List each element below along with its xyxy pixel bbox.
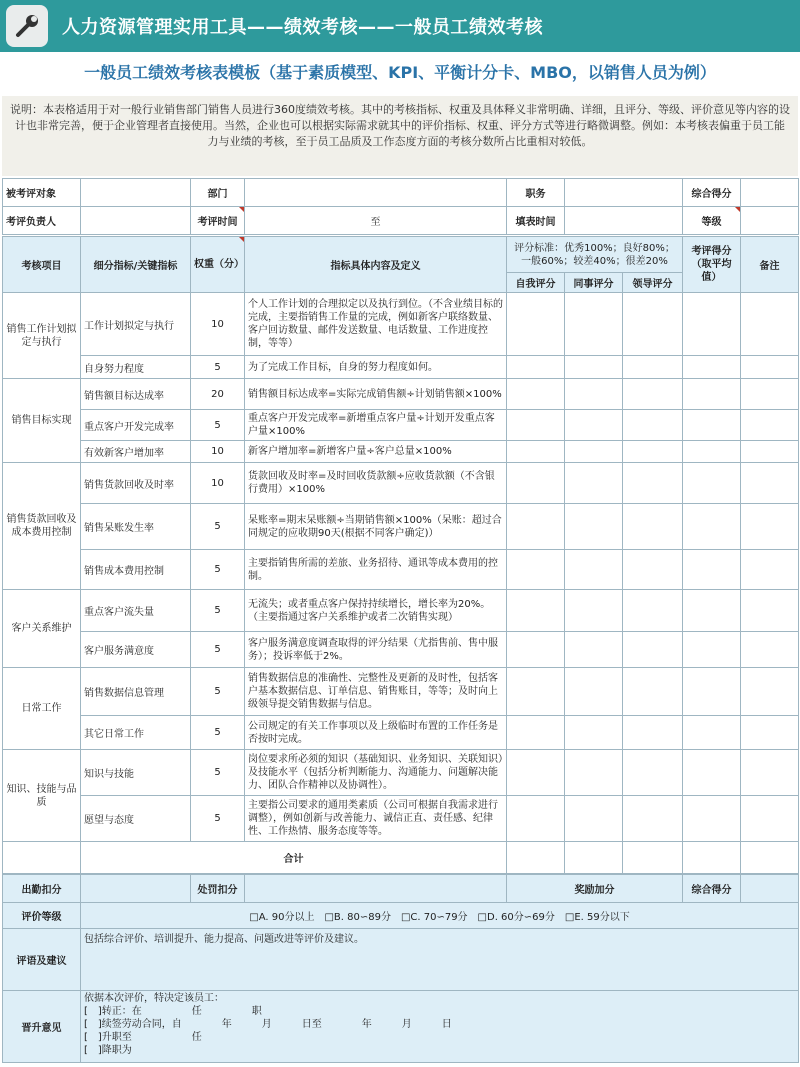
evaluation-table [2,236,799,874]
leader-score-cell[interactable] [623,293,683,356]
avg-score-cell[interactable] [683,716,741,750]
promotion-line: [ ]转正：在 任 职 [84,1006,262,1017]
kpi-weight: 10 [191,441,245,463]
peer-score-cell[interactable] [565,410,623,441]
remark-cell[interactable] [741,550,799,590]
kpi-weight: 5 [191,590,245,632]
promotion-line: 依据本次评价，特决定该员工： [84,993,224,1004]
attendance-field[interactable] [81,875,191,903]
kpi-content: 为了完成工作目标，自身的努力程度如何。 [245,356,507,379]
label-rating: 评价等级 [3,903,81,929]
kpi-weight: 5 [191,410,245,441]
label-dept: 部门 [191,179,245,207]
avg-score-cell[interactable] [683,796,741,842]
peer-score-cell[interactable] [565,750,623,796]
promotion-line: [ ]续签劳动合同，自 年 月 日至 年 月 日 [84,1019,452,1030]
kpi-content: 个人工作计划的合理拟定以及执行到位。（不含业绩目标的完成，主要指销售工作量的完成，例如新客户联络数量、客户回访数量、邮件发送数量、电话数量、工作进度控制，等等） [245,293,507,356]
kpi-name: 销售额目标达成率 [81,379,191,410]
self-score-cell[interactable] [507,668,565,716]
remark-cell[interactable] [741,293,799,356]
kpi-weight: 5 [191,796,245,842]
label-footer-total: 综合得分 [683,875,741,903]
header-weight: 权重（分） [191,237,245,293]
label-penalty: 处罚扣分 [191,875,245,903]
leader-score-cell[interactable] [623,796,683,842]
peer-score-cell[interactable] [565,293,623,356]
leader-score-cell[interactable] [623,550,683,590]
kpi-weight: 20 [191,379,245,410]
remark-cell[interactable] [741,632,799,668]
evaluatee-field[interactable] [81,179,191,207]
label-period: 考评时间 [191,207,245,235]
kpi-content: 客户服务满意度调查取得的评分结果（尤指售前、售中服务）；投诉率低于2%。 [245,632,507,668]
self-score-cell[interactable] [507,463,565,504]
kpi-name: 有效新客户增加率 [81,441,191,463]
promotion-field[interactable] [81,991,799,1063]
promotion-line: [ ]降职为 [84,1045,132,1056]
peer-score-cell[interactable] [565,356,623,379]
remark-cell[interactable] [741,668,799,716]
header-self: 自我评分 [507,273,565,293]
kpi-name: 客户服务满意度 [81,632,191,668]
header-kpi: 细分指标/关键指标 [81,237,191,293]
total-peer-cell[interactable] [565,842,623,874]
leader-score-cell[interactable] [623,504,683,550]
header-score: 考评得分（取平均值） [683,237,741,293]
header-content: 指标具体内容及定义 [245,237,507,293]
kpi-name: 销售货款回收及时率 [81,463,191,504]
peer-score-cell[interactable] [565,590,623,632]
avg-score-cell[interactable] [683,463,741,504]
header-remark: 备注 [741,237,799,293]
group-label: 销售工作计划拟定与执行 [3,293,81,379]
kpi-content: 呆账率=期末呆账额÷当期销售额×100%（呆账：超过合同规定的应收期90天(根据不同客户确定)） [245,504,507,550]
label-promotion: 晋升意见 [3,991,81,1063]
remark-cell[interactable] [741,441,799,463]
self-score-cell[interactable] [507,504,565,550]
leader-score-cell[interactable] [623,356,683,379]
group-label: 日常工作 [3,668,81,750]
position-field[interactable] [565,179,683,207]
kpi-weight: 10 [191,463,245,504]
dept-field[interactable] [245,179,507,207]
wrench-icon [6,5,48,47]
label-evaluator: 考评负责人 [3,207,81,235]
period-field[interactable]: 至 [245,207,507,235]
total-score-field[interactable] [741,179,799,207]
self-score-cell[interactable] [507,632,565,668]
fill-time-field[interactable] [565,207,683,235]
self-score-cell[interactable] [507,796,565,842]
remark-cell[interactable] [741,504,799,550]
kpi-weight: 5 [191,632,245,668]
leader-score-cell[interactable] [623,716,683,750]
self-score-cell[interactable] [507,356,565,379]
leader-score-cell[interactable] [623,463,683,504]
header-banner [0,0,800,52]
self-score-cell[interactable] [507,590,565,632]
total-self-cell[interactable] [507,842,565,874]
peer-score-cell[interactable] [565,716,623,750]
leader-score-cell[interactable] [623,668,683,716]
peer-score-cell[interactable] [565,632,623,668]
avg-score-cell[interactable] [683,590,741,632]
total-label: 合计 [81,842,507,874]
promotion-line: [ ]升职至 任 [84,1032,202,1043]
avg-score-cell[interactable] [683,668,741,716]
avg-score-cell[interactable] [683,356,741,379]
label-comment: 评语及建议 [3,929,81,991]
remark-cell[interactable] [741,590,799,632]
kpi-content: 无流失；或者重点客户保持持续增长，增长率为20%。（主要指通过客户关系维护或者二次销售实现） [245,590,507,632]
group-label: 知识、技能与品质 [3,750,81,842]
group-label: 销售货款回收及成本费用控制 [3,463,81,590]
label-bonus: 奖励加分 [507,875,683,903]
leader-score-cell[interactable] [623,441,683,463]
kpi-content: 公司规定的有关工作事项以及上级临时布置的工作任务是否按时完成。 [245,716,507,750]
self-score-cell[interactable] [507,441,565,463]
label-total-score: 综合得分 [683,179,741,207]
self-score-cell[interactable] [507,750,565,796]
kpi-name: 工作计划拟定与执行 [81,293,191,356]
self-score-cell[interactable] [507,293,565,356]
leader-score-cell[interactable] [623,590,683,632]
remark-cell[interactable] [741,796,799,842]
avg-score-cell[interactable] [683,441,741,463]
remark-cell[interactable] [741,410,799,441]
group-label: 销售目标实现 [3,379,81,463]
total-blank-cell [3,842,81,874]
comment-hint[interactable]: 包括综合评价、培训提升、能力提高、问题改进等评价及建议。 [81,929,799,991]
header-peer: 同事评分 [565,273,623,293]
grade-field[interactable] [741,207,799,235]
remark-cell[interactable] [741,463,799,504]
self-score-cell[interactable] [507,716,565,750]
kpi-content: 主要指公司要求的通用类素质（公司可根据自我需求进行调整），例如创新与改善能力、诚信正直、责任感、纪律性、工作热情、服务态度等等。 [245,796,507,842]
kpi-name: 销售呆账发生率 [81,504,191,550]
kpi-weight: 5 [191,716,245,750]
kpi-name: 销售数据信息管理 [81,668,191,716]
rating-options[interactable]: □A. 90分以上 □B. 80∽89分 □C. 70∽79分 □D. 60分∽69分 □E. 59分以下 [81,903,799,929]
group-label: 客户关系维护 [3,590,81,668]
kpi-name: 知识与技能 [81,750,191,796]
instruction-note: 说明：本表格适用于对一般行业销售部门销售人员进行360度绩效考核。其中的考核指标、权重及具体释义非常明确、详细，且评分、等级、评价意见等内容的设计也非常完善，便于企业管理者直接使用。当然，企业也可以根据实际需求就其中的评价指标、权重、评分方式等进行略微调整。例如：本考核表偏重于员工能力与业绩的考核，至于员工品质及工作态度方面的考核分数所占比重相对较低。 [2,96,798,176]
kpi-content: 重点客户开发完成率=新增重点客户量÷计划开发重点客户量×100% [245,410,507,441]
avg-score-cell[interactable] [683,293,741,356]
total-leader-cell[interactable] [623,842,683,874]
avg-score-cell[interactable] [683,750,741,796]
kpi-content: 货款回收及时率=及时回收货款额÷应收货款额（不含银行费用）×100% [245,463,507,504]
header-standard: 评分标准：优秀100%；良好80%；一般60%；较差40%；很差20% [507,237,683,273]
self-score-cell[interactable] [507,550,565,590]
peer-score-cell[interactable] [565,379,623,410]
kpi-content: 销售额目标达成率=实际完成销售额÷计划销售额×100% [245,379,507,410]
peer-score-cell[interactable] [565,796,623,842]
header-item: 考核项目 [3,237,81,293]
remark-cell[interactable] [741,356,799,379]
peer-score-cell[interactable] [565,463,623,504]
leader-score-cell[interactable] [623,379,683,410]
footer-table [2,874,799,1063]
peer-score-cell[interactable] [565,668,623,716]
kpi-content: 岗位要求所必须的知识（基础知识、业务知识、关联知识）及技能水平（包括分析判断能力、沟通能力、问题解决能力、团队合作精神以及协调性）。 [245,750,507,796]
remark-cell[interactable] [741,379,799,410]
leader-score-cell[interactable] [623,632,683,668]
kpi-name: 重点客户开发完成率 [81,410,191,441]
remark-cell[interactable] [741,750,799,796]
kpi-weight: 10 [191,293,245,356]
avg-score-cell[interactable] [683,550,741,590]
self-score-cell[interactable] [507,410,565,441]
kpi-content: 主要指销售所需的差旅、业务招待、通讯等成本费用的控制。 [245,550,507,590]
label-position: 职务 [507,179,565,207]
peer-score-cell[interactable] [565,550,623,590]
leader-score-cell[interactable] [623,410,683,441]
kpi-content: 新客户增加率=新增客户量÷客户总量×100% [245,441,507,463]
avg-score-cell[interactable] [683,632,741,668]
kpi-weight: 5 [191,356,245,379]
banner-title: 人力资源管理实用工具——绩效考核——一般员工绩效考核 [62,17,543,38]
self-score-cell[interactable] [507,379,565,410]
leader-score-cell[interactable] [623,750,683,796]
kpi-weight: 5 [191,750,245,796]
peer-score-cell[interactable] [565,504,623,550]
label-attendance: 出勤扣分 [3,875,81,903]
peer-score-cell[interactable] [565,441,623,463]
footer-total-field[interactable] [741,875,799,903]
kpi-name: 自身努力程度 [81,356,191,379]
kpi-weight: 5 [191,504,245,550]
info-table [2,178,799,235]
label-grade: 等级 [683,207,741,235]
avg-score-cell[interactable] [683,504,741,550]
kpi-content: 销售数据信息的准确性、完整性及更新的及时性，包括客户基本数据信息、订单信息、销售账目，等等；及时向上级领导提交销售数据与信息。 [245,668,507,716]
remark-cell[interactable] [741,716,799,750]
label-fill-time: 填表时间 [507,207,565,235]
page-subtitle: 一般员工绩效考核表模板（基于素质模型、KPI、平衡计分卡、MBO，以销售人员为例） [84,63,716,82]
header-leader: 领导评分 [623,273,683,293]
kpi-name: 愿望与态度 [81,796,191,842]
total-remark-cell[interactable] [741,842,799,874]
label-evaluatee: 被考评对象 [3,179,81,207]
kpi-weight: 5 [191,668,245,716]
avg-score-cell[interactable] [683,379,741,410]
kpi-name: 重点客户流失量 [81,590,191,632]
kpi-name: 其它日常工作 [81,716,191,750]
avg-score-cell[interactable] [683,410,741,441]
penalty-field[interactable] [245,875,507,903]
evaluator-field[interactable] [81,207,191,235]
total-avg-cell[interactable] [683,842,741,874]
kpi-weight: 5 [191,550,245,590]
kpi-name: 销售成本费用控制 [81,550,191,590]
